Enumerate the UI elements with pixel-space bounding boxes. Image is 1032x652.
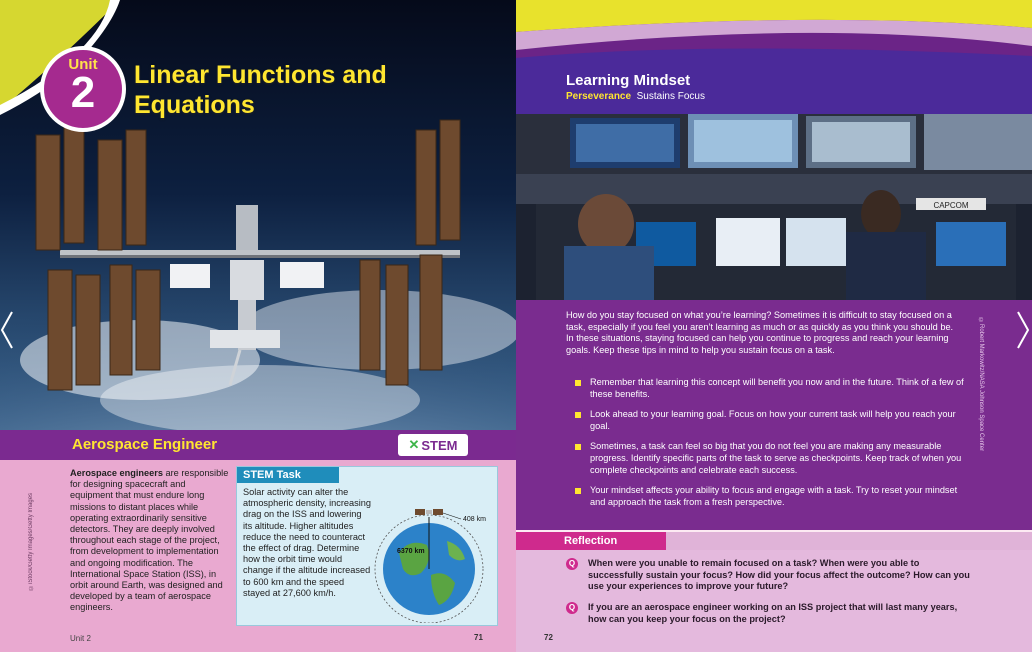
stem-logo-icon: ✕	[408, 437, 420, 452]
career-title: Aerospace Engineer	[72, 436, 218, 453]
right-page	[516, 0, 1032, 652]
stem-task-heading: STEM Task	[237, 467, 339, 483]
chapter-title: Linear Functions and Equations	[134, 61, 387, 119]
question-icon: Q	[566, 558, 578, 570]
page-number-right: 72	[544, 633, 553, 642]
tips-list	[566, 377, 966, 517]
stem-task-box	[236, 466, 498, 626]
photo-credit: ©iStock/Getty Images/Getty Images	[28, 492, 34, 590]
previous-page-arrow-icon[interactable]	[0, 310, 14, 350]
career-body-bold: Aerospace engineers	[70, 468, 163, 478]
list-item: Remember that learning this concept will benefit you now and in the future. Think of a few of these benefits.	[566, 377, 966, 400]
mission-control-photo	[516, 114, 1032, 300]
next-page-arrow-icon[interactable]	[1016, 310, 1030, 350]
reflection-question: Q When were you unable to remain focused on a task? When were you able to successfully sustain your focus? How did your focus affect the outcome? How can you use your experiences to improve your future?	[566, 558, 976, 593]
unit-label: Unit	[68, 56, 98, 73]
career-body-text: are responsible for designing spacecraft and equipment that must endure long missions to distant places while operating extraordinarily sensitive detectors. They are deeply involved throughout each stage of the project, from development to implementation and ongoing modification. The International Space Station (ISS), in orbit around Earth, was designed and developed by a team of aerospace engineers.	[70, 468, 229, 613]
subtitle-bold: Perseverance	[566, 91, 632, 102]
earth-orbit-diagram	[369, 483, 497, 623]
square-bullet-icon	[575, 380, 581, 386]
footer-unit: Unit 2	[70, 634, 91, 643]
stem-logo	[398, 434, 468, 456]
mindset-title: Learning Mindset	[566, 72, 691, 89]
unit-badge	[40, 46, 126, 132]
square-bullet-icon	[575, 412, 581, 418]
altitude-label: 408 km	[463, 516, 486, 523]
page-number-left: 71	[474, 633, 483, 642]
career-banner	[0, 430, 516, 460]
list-item: Look ahead to your learning goal. Focus on how your current task will help you reach your goal.	[566, 409, 966, 432]
reflection-heading: Reflection	[516, 532, 666, 550]
stem-logo-text: STEM	[421, 437, 458, 453]
unit-number: 2	[70, 68, 96, 117]
photo-credit: ©Robert Markowitz/NASA Johnson Space Center	[978, 318, 984, 452]
square-bullet-icon	[575, 488, 581, 494]
stem-task-text: Solar activity can alter the atmospheric density, increasing drag on the ISS and lowering its altitude. Higher altitudes reduce the need to counteract the effect of drag. Determine how the orbit time would change if the altitude increased to 600 km and the speed stayed at 27,600 km/h.	[243, 487, 372, 598]
list-item: Sometimes, a task can feel so big that you do not feel you are making any measurable progress. Identify specific parts of the task to serve as checkpoints. Keep track of when you complete checkpoints and celebrate each success.	[566, 441, 966, 476]
subtitle-rest: Sustains Focus	[636, 91, 705, 102]
square-bullet-icon	[575, 444, 581, 450]
mindset-header-banner	[516, 0, 1032, 120]
mindset-intro: How do you stay focused on what you’re learning? Sometimes it is difficult to stay focused on a task, especially if you feel you aren’t learning as much or as quickly as you think you should be. In these situations, staying focused can help you continue to progress and reach your learning goals. Keep these tips in mind to help you sustain focus on a task.	[566, 310, 954, 355]
list-item: Your mindset affects your ability to focus and engage with a task. Try to reset your mindset and approach the task from a fresh perspective.	[566, 485, 966, 508]
mindset-subtitle	[566, 91, 705, 102]
question-icon: Q	[566, 602, 578, 614]
reflection-question: Q If you are an aerospace engineer working on an ISS project that will last many years, how can you keep your focus on the project?	[566, 602, 976, 625]
capcom-sign: CAPCOM	[933, 201, 969, 210]
radius-label: 6370 km	[397, 548, 425, 555]
career-description	[70, 468, 230, 614]
